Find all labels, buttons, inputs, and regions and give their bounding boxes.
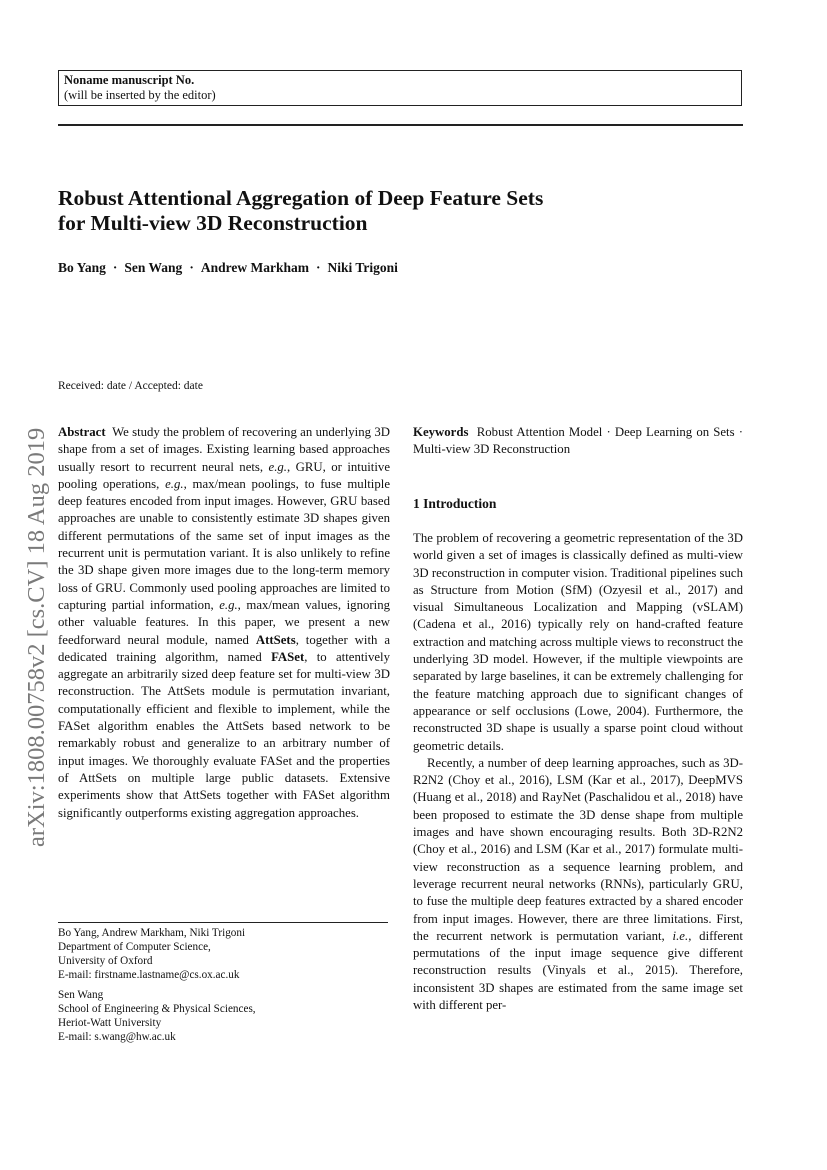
introduction-body [413,530,743,1014]
section-heading-introduction: 1 Introduction [413,496,497,511]
author-name: Andrew Markham [200,260,309,275]
editor-note: (will be inserted by the editor) [64,88,216,102]
footnote-rule [58,922,388,923]
affiliation-line: Sen Wang [58,989,104,1001]
italic-run: e.g. [219,597,238,612]
intro-paragraph: Recently, a number of deep learning approaches, such as 3D-R2N2 (Choy et al., 2016), LSM (Kar et al., 2017), DeepMVS (Huang et al., 2018) and RayNet (Paschalidou et al., 2018) have been proposed to estimate the 3D dense shape from multiple images and have shown encouraging results. Both 3D-R2N2 (Choy et al., 2016) and LSM (Kar et al., 2017) formulate multi-view reconstruction as a sequence learning problem, and leverage recurrent neural networks (RNNs), particularly GRU, to fuse the multiple deep features extracted by a shared encoder from input images. However, there are three limitations. First, the recurrent network is permutation variant, i.e., different permutations of the input image sequence give different reconstruction results (Vinyals et al., 2015). Therefore, inconsistent 3D shapes are estimated from the same image set with different per- [413,755,743,1013]
header-rule [58,124,743,126]
italic-run: e.g. [165,476,184,491]
italic-run: i.e. [672,928,689,943]
author-separator: · [112,260,118,275]
affiliation-line: Department of Computer Science, [58,941,211,953]
affiliation-line: Bo Yang, Andrew Markham, Niki Trigoni [58,927,246,939]
bold-term: AttSets [255,632,296,647]
abstract-heading: Abstract [58,425,106,439]
author-separator: · [189,260,194,275]
title-line: Robust Attentional Aggregation of Deep Feature Sets [58,186,544,210]
manuscript-label: Noname manuscript No. [64,73,195,87]
affiliation-email: E-mail: s.wang@hw.ac.uk [58,1031,176,1043]
affiliation-block [58,926,245,982]
italic-run: e.g. [268,459,288,474]
bold-term: FASet [271,649,305,664]
paper-title [58,186,698,236]
abstract-block [58,424,390,822]
keywords-heading: Keywords [413,425,469,439]
intro-paragraph: The problem of recovering a geometric representation of the 3D world given a set of images is classically defined as multi-view 3D reconstruction in computer vision. Traditional pipelines such as Structure from Motion (SfM) (Ozyesil et al., 2017) and visual Simultaneous Localization and Mapping (vSLAM) (Cadena et al., 2016) typically rely on hand-crafted feature extraction and matching across multiple views to reconstruct the underlying 3D model. However, if the multiple viewpoints are separated by large baselines, it can be extremely challenging for the feature matching approach due to significant changes of appearance or self occlusions (Lowe, 2004). Furthermore, the reconstructed 3D shape is usually a sparse point cloud without geometric details. [413,531,743,753]
affiliation-block [58,988,256,1044]
arxiv-stamp-container [22,355,52,847]
received-date: Received: date / Accepted: date [58,380,203,392]
abstract-text: We study the problem of recovering an underlying 3D shape from a set of images. Existing learning based approaches usually resort to recurrent neural nets, e.g., GRU, or intuitive pooling operations, e.g., max/mean poolings, to fuse multiple deep features encoded from input images. However, GRU based approaches are unable to consistently estimate 3D shapes given different permutations of the same set of input images as the recurrent unit is permutation variant. It is also unlikely to refine the 3D shape given more images due to the long-term memory loss of GRU. Commonly used pooling approaches are limited to capturing partial information, e.g., max/mean values, ignoring other valuable features. In this paper, we present a new feedforward neural module, named AttSets, together with a dedicated training algorithm, named FASet, to attentively aggregate an arbitrarily sized deep feature set for multi-view 3D reconstruction. The AttSets module is permutation invariant, computationally efficient and flexible to implement, while the FASet algorithm enables the AttSets based network to be remarkably robust and generalize to an arbitrary number of input images. We thoroughly evaluate FASet and the properties of AttSets on multiple large public datasets. Extensive experiments show that AttSets together with FASet algorithm significantly outperforms existing aggregation approaches. [58,425,390,820]
keywords-text: Robust Attention Model · Deep Learning on Sets · Multi-view 3D Reconstruction [413,425,743,457]
affiliation-line: School of Engineering & Physical Sciences, [58,1003,256,1015]
author-list [58,260,398,276]
author-name: Sen Wang [124,260,183,275]
affiliation-line: Heriot-Watt University [58,1017,162,1029]
title-line: for Multi-view 3D Reconstruction [58,211,368,235]
affiliation-email: E-mail: firstname.lastname@cs.ox.ac.uk [58,969,240,981]
affiliation-line: University of Oxford [58,955,153,967]
author-name: Niki Trigoni [327,260,398,275]
keywords-block [413,424,743,459]
author-name: Bo Yang [58,260,106,275]
author-separator: · [315,260,321,275]
arxiv-stamp: arXiv:1808.00758v2 [cs.CV] 18 Aug 2019 [23,427,50,847]
editor-note-box [58,70,742,106]
